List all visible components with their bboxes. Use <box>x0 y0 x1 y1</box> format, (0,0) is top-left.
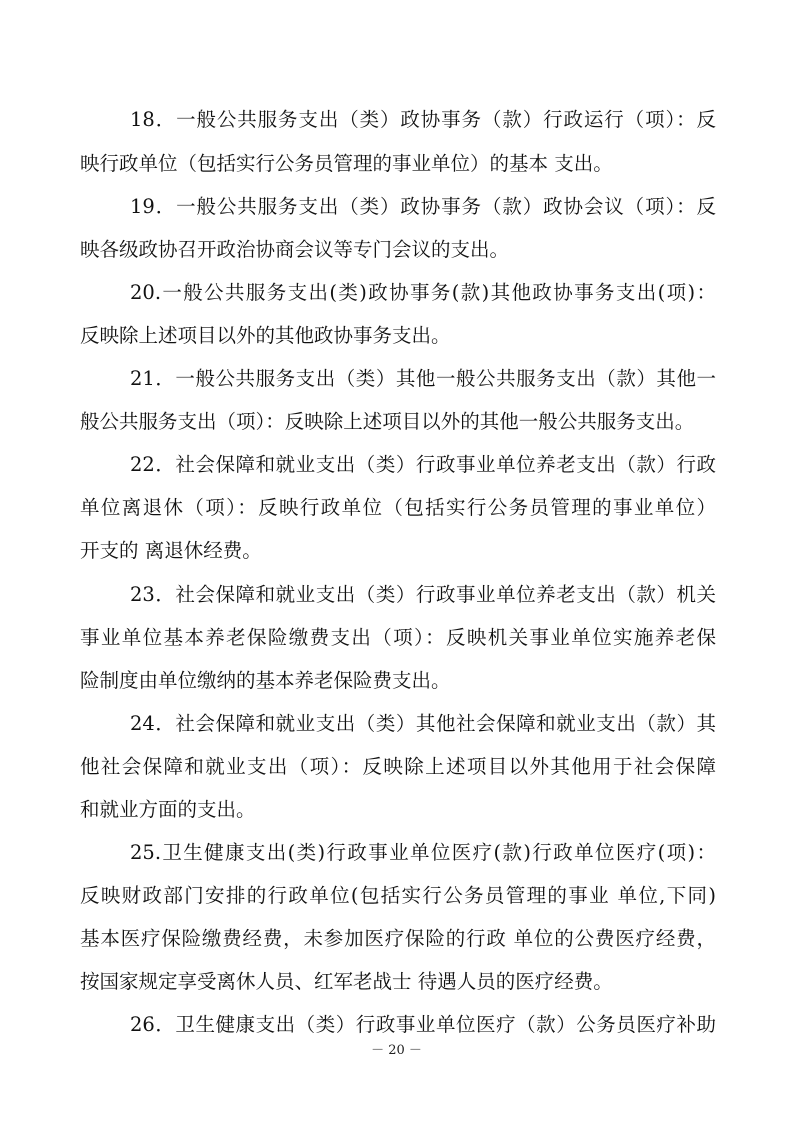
paragraph-line: 21．一般公共服务支出（类）其他一般公共服务支出（款）其他一 <box>130 367 716 390</box>
paragraph-line: 26．卫生健康支出（类）行政事业单位医疗（款）公务员医疗补助 <box>130 1013 716 1036</box>
paragraph-line: 他社会保障和就业支出（项）：反映除上述项目以外其他用于社会保障 <box>80 755 716 778</box>
paragraph-line: 反映除上述项目以外的其他政协事务支出。 <box>80 324 451 347</box>
paragraph-line: 开支的 离退休经费。 <box>80 539 262 562</box>
paragraph-line: 20.一般公共服务支出(类)政协事务(款)其他政协事务支出(项)： <box>130 281 716 304</box>
paragraph-line: 18．一般公共服务支出（类）政协事务（款）行政运行（项）：反 <box>130 108 716 131</box>
paragraph-line: 般公共服务支出（项）：反映除上述项目以外的其他一般公共服务支出。 <box>80 410 695 433</box>
paragraph-line: 25.卫生健康支出(类)行政事业单位医疗(款)行政单位医疗(项)： <box>130 841 716 864</box>
paragraph-line: 事业单位基本养老保险缴费支出（项）：反映机关事业单位实施养老保 <box>80 626 716 649</box>
paragraph-line: 映行政单位（包括实行公务员管理的事业单位）的基本 支出。 <box>80 152 613 175</box>
paragraph-line: 22．社会保障和就业支出（类）行政事业单位养老支出（款）行政 <box>130 453 716 476</box>
paragraph-line: 24．社会保障和就业支出（类）其他社会保障和就业支出（款）其 <box>130 712 716 735</box>
paragraph-line: 单位离退休（项）：反映行政单位（包括实行公务员管理的事业单位） <box>80 496 716 519</box>
paragraph-line: 23．社会保障和就业支出（类）行政事业单位养老支出（款）机关 <box>130 583 716 606</box>
paragraph-line: 映各级政协召开政治协商会议等专门会议的支出。 <box>80 238 510 261</box>
paragraph-line: 险制度由单位缴纳的基本养老保险费支出。 <box>80 669 451 692</box>
paragraph-line: 19．一般公共服务支出（类）政协事务（款）政协会议（项）：反 <box>130 195 716 218</box>
page-number: － 20 － <box>371 1043 422 1058</box>
paragraph-line: 按国家规定享受离休人员、红军老战士 待遇人员的医疗经费。 <box>80 970 613 993</box>
paragraph-line: 基本医疗保险缴费经费，未参加医疗保险的行政 单位的公费医疗经费， <box>80 927 716 950</box>
paragraph-line: 和就业方面的支出。 <box>80 798 256 821</box>
paragraph-line: 反映财政部门安排的行政单位(包括实行公务员管理的事业 单位,下同) <box>80 884 716 907</box>
